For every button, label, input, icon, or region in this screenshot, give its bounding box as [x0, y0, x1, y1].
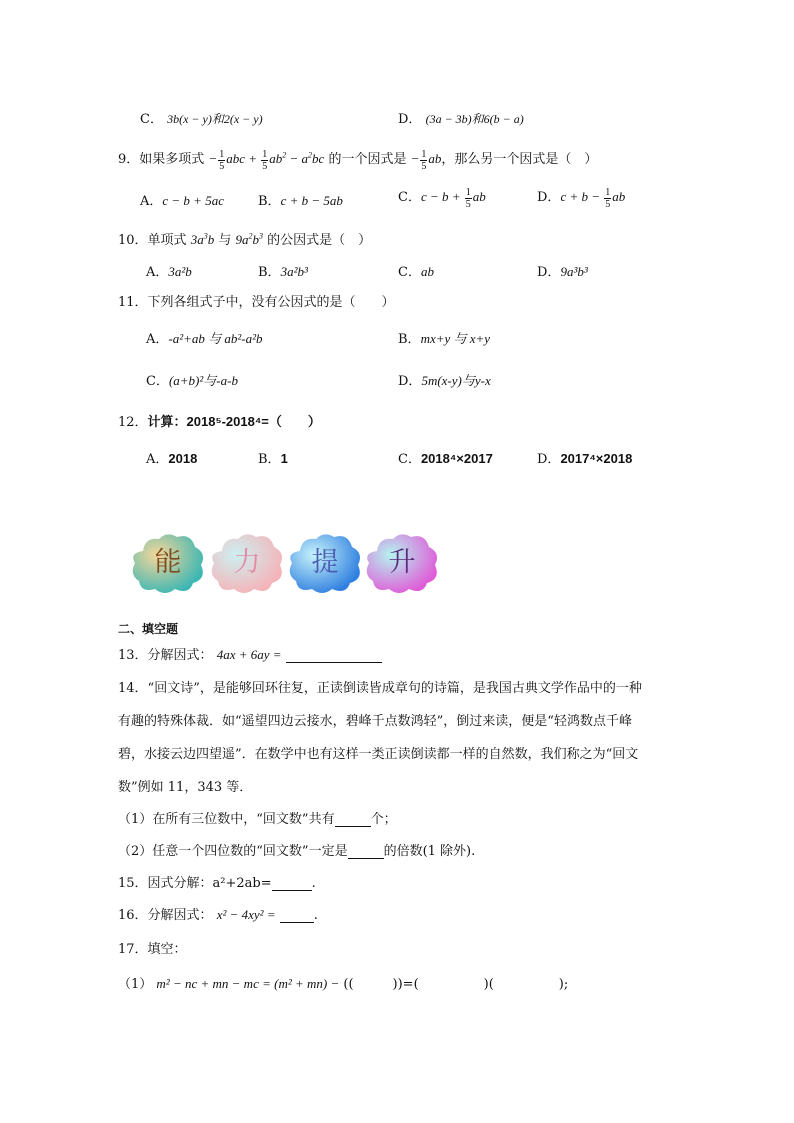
q11-option-c: [146, 370, 238, 389]
q10-option-a: [146, 261, 192, 280]
q12-option-c: [398, 448, 493, 467]
expression: m² − nc + mn − mc = (m² + mn) −: [156, 976, 340, 991]
option-value: -a²+ab 与 ab²-a²b: [168, 331, 263, 346]
question-number: 17．: [118, 942, 148, 957]
banner-cloud-2: [208, 531, 286, 595]
q9-option-c: C．c − b + $\frac{1}{5}$ ab: [398, 186, 486, 210]
option-label: A．: [140, 194, 163, 209]
question-number: 10．: [118, 233, 148, 248]
option-value: 9a³b³: [560, 264, 588, 279]
stem-text: 因式分解：a²+2ab=: [147, 876, 272, 891]
stem-text: 下列各组式子中，没有公因式的是（ ）: [147, 295, 395, 310]
banner-cloud-1: [129, 531, 207, 595]
option-value: 2018: [168, 451, 198, 466]
stem-text: 的一个因式是: [328, 152, 407, 167]
banner-cloud-4: [363, 531, 441, 595]
question-10-stem: 10．单项式 $3a^3b$ 与 $9a^2b^3$ 的公因式是（ ）: [118, 231, 372, 248]
question-number: 14．: [118, 681, 148, 696]
option-value: 2018⁴×2017: [420, 451, 493, 466]
option-label: B．: [258, 194, 281, 209]
stem-text: 与: [218, 233, 232, 248]
question-9-stem: [118, 148, 597, 172]
expression: x² − 4xy² =: [216, 907, 276, 922]
question-14-sub2: [118, 840, 475, 859]
q12-option-a: [146, 448, 197, 467]
question-number: 12．: [118, 415, 148, 430]
stem-text: .: [313, 908, 318, 923]
option-value: (a+b)²与-a-b: [168, 373, 238, 388]
q11-option-a: [146, 328, 263, 347]
option-label: B．: [258, 452, 281, 467]
question-17-sub1: [118, 973, 568, 992]
banner-char: 能: [154, 547, 182, 578]
option-value: 1: [280, 451, 288, 466]
q12-option-b: [258, 448, 288, 467]
question-number: 11．: [118, 295, 148, 310]
banner-cloud-3: [286, 531, 364, 595]
question-14-line4: 数”例如 11，343 等．: [118, 780, 253, 795]
option-value: ab: [420, 264, 434, 279]
stem-text: 的倍数(1 除外).: [383, 844, 476, 859]
question-11-stem: [118, 291, 395, 310]
q10-option-c: [398, 261, 434, 280]
question-17: [118, 938, 187, 957]
banner-char: 升: [388, 547, 416, 578]
stem-text: （2）任意一个四位数的“回文数”一定是: [118, 844, 348, 859]
question-number: 9．: [118, 152, 140, 167]
option-label: D．: [537, 452, 561, 467]
question-14-line2: 有趣的特殊体裁．如“遥望四边云接水，碧峰千点数鸿轻”，倒过来读，便是“轻鸿数点千峰: [118, 714, 632, 729]
option-label: C．: [398, 265, 421, 280]
answer-blank[interactable]: [348, 858, 384, 859]
option-label: D．: [398, 374, 422, 389]
option-label: D．: [398, 112, 422, 127]
option-label: C．: [140, 112, 163, 127]
option-label: A．: [146, 265, 169, 280]
q9-option-a: A．c − b + 5ac: [140, 193, 224, 209]
stem-text: （1）在所有三位数中，“回文数”共有: [118, 812, 335, 827]
stem-text: 填空：: [147, 942, 187, 957]
option-label: A．: [146, 452, 169, 467]
stem-text: 的公因式是（ ）: [267, 233, 372, 248]
banner-char: 提: [311, 547, 339, 578]
option-label: D．: [537, 190, 561, 205]
q11-option-d: [398, 370, 491, 389]
option-value: mx+y 与 x+y: [420, 331, 491, 346]
answer-template[interactable]: (( ))=( )( );: [343, 977, 569, 992]
q9-option-b: B．c + b − 5ab: [258, 193, 343, 209]
option-label: D．: [537, 265, 561, 280]
stem-text: .: [311, 876, 316, 891]
question-number: 16．: [118, 908, 148, 923]
option-label: C．: [398, 190, 421, 205]
option-label: C．: [398, 452, 421, 467]
question-12-stem: [118, 411, 321, 430]
sub-label: （1）: [118, 977, 153, 992]
stem-text: 计算：2018⁵-2018⁴=（ ）: [147, 414, 321, 429]
question-14-line1: [118, 677, 642, 696]
stem-text: 个；: [370, 812, 397, 827]
option-value: 3a²b³: [280, 264, 308, 279]
stem-text: “回文诗”，是能够回环往复，正读倒读皆成章句的诗篇，是我国古典文学作品中的一种: [147, 681, 642, 696]
q10-option-d: [537, 261, 588, 280]
answer-blank[interactable]: [272, 890, 312, 891]
question-13: [118, 644, 382, 663]
question-number: 15．: [118, 876, 148, 891]
question-number: 13．: [118, 648, 148, 663]
question-15: [118, 872, 316, 891]
q10-option-b: [258, 261, 308, 280]
expression: 4ax + 6ay =: [216, 647, 282, 662]
option-label: B．: [258, 265, 281, 280]
option-label: B．: [398, 332, 421, 347]
stem-text: 如果多项式: [139, 152, 205, 167]
option-expression: (3a − 3b)和6(b − a): [425, 112, 524, 126]
question-14-line3: 碧，水接云边四望遥”．在数学中也有这样一类正读倒读都一样的自然数，我们称之为“回文: [118, 747, 639, 762]
option-label: C．: [146, 374, 169, 389]
polynomial-expression: − $\frac{1}{5}$ abc + $\frac{1}{5}$ $ab^2 - a^2bc$: [208, 148, 325, 172]
question-14-sub1: [118, 808, 397, 827]
stem-text: 分解因式：: [147, 908, 213, 923]
stem-text: 分解因式：: [147, 648, 213, 663]
option-label: A．: [146, 332, 169, 347]
option-expression: 3b(x − y)和2(x − y): [167, 112, 263, 126]
stem-text: 单项式: [147, 233, 187, 248]
stem-text: ，那么另一个因式是（ ）: [441, 152, 598, 167]
q12-option-d: [537, 448, 632, 467]
q11-option-b: [398, 328, 490, 347]
option-value: 2017⁴×2018: [560, 451, 633, 466]
option-value: 3a²b: [168, 264, 192, 279]
q9-option-d: D．c + b − $\frac{1}{5}$ ab: [537, 186, 626, 210]
answer-blank[interactable]: [280, 922, 314, 923]
banner-char: 力: [233, 547, 261, 578]
q8-option-d: [398, 108, 524, 127]
factor-expression: − $\frac{1}{5}$ ab: [410, 148, 442, 172]
q8-option-c: [140, 108, 263, 127]
answer-blank[interactable]: [335, 826, 371, 827]
option-value: 5m(x-y)与y-x: [421, 373, 491, 388]
section-title: 二、填空题: [118, 622, 179, 636]
question-16: [118, 904, 318, 923]
answer-blank[interactable]: [286, 662, 382, 663]
